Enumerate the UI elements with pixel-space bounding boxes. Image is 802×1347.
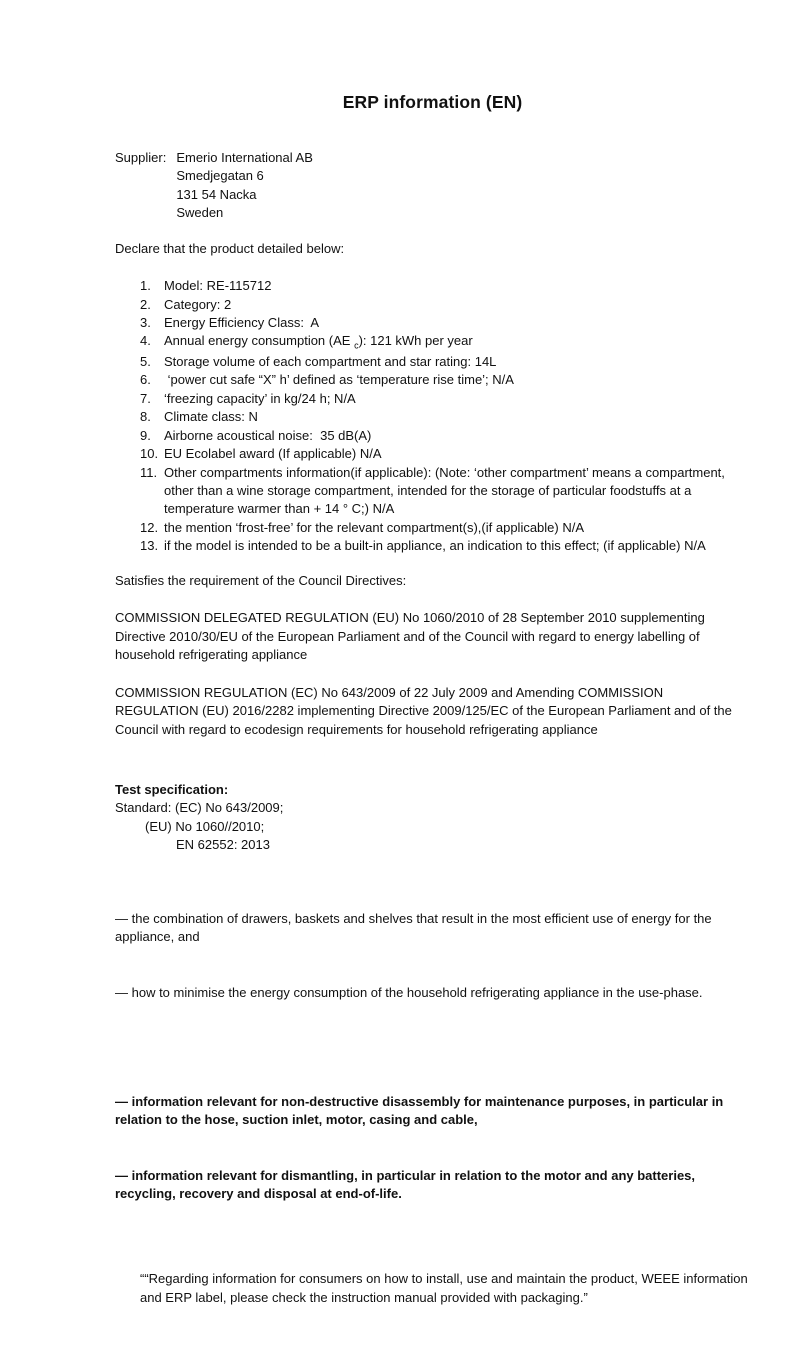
list-item-number: 5.: [140, 353, 151, 369]
list-item-text: Category: 2: [164, 296, 232, 312]
list-item-frost-free: [140, 519, 750, 537]
supplier-name: Emerio International AB: [176, 149, 313, 165]
list-item-climate-class: [140, 408, 750, 426]
list-item-ecolabel: [140, 445, 750, 463]
list-item-number: 12.: [140, 519, 159, 535]
standard-line-1: Standard: (EC) No 643/2009;: [115, 800, 284, 816]
list-item-energy-consumption: [140, 332, 750, 352]
list-item-efficiency-class: [140, 314, 750, 332]
list-item-text: ‘freezing capacity’ in kg/24 h; N/A: [164, 390, 356, 406]
energy-text-pre: Annual energy consumption (AE: [164, 333, 355, 349]
list-item-number: 9.: [140, 427, 151, 443]
note-minimise-consumption: — how to minimise the energy consumption of the household refrigerating appliance in the use-phase.: [115, 984, 703, 1000]
declaration-intro: Declare that the product detailed below:: [115, 240, 345, 256]
list-item-power-cut-safe: [140, 371, 750, 389]
list-item-storage-volume: [140, 353, 750, 371]
consumer-information-note: ““Regarding information for consumers on how to install, use and maintain the product, WEEE information and ERP label, please check the instruction manual provided with packaging.”: [140, 1271, 752, 1305]
list-item-number: 3.: [140, 315, 151, 331]
list-item-number: 6.: [140, 372, 151, 388]
supplier-block: [115, 149, 750, 223]
list-item-text: Energy Efficiency Class: A: [164, 315, 320, 331]
list-item-text: Storage volume of each compartment and star rating: 14L: [164, 353, 497, 369]
energy-text-post: ): 121 kWh per year: [358, 333, 473, 349]
list-item-text: ‘power cut safe “X” h’ defined as ‘temperature rise time’; N/A: [164, 372, 514, 388]
list-item-number: 4.: [140, 333, 151, 349]
list-item-number: 8.: [140, 409, 151, 425]
list-item-text: Climate class: N: [164, 409, 258, 425]
regulation-delegated-1060-2010: COMMISSION DELEGATED REGULATION (EU) No 1060/2010 of 28 September 2010 supplementing Directive 2010/30/EU of the European Parliament and of the Council with regard to energy labelling of household refrigerating appliance: [115, 610, 709, 663]
list-item-text: [164, 332, 750, 352]
test-specification-block: [115, 781, 750, 855]
supplier-street: Smedjegatan 6: [176, 168, 264, 184]
supplier-country: Sweden: [176, 205, 224, 221]
standard-line-2: (EU) No 1060//2010;: [145, 818, 265, 834]
supplier-label: Supplier:: [115, 149, 167, 165]
product-detail-list: [140, 277, 750, 556]
standard-line-3: EN 62552: 2013: [176, 837, 270, 853]
list-item-acoustical-noise: [140, 427, 750, 445]
list-item-number: 10.: [140, 446, 159, 462]
list-item-freezing-capacity: [140, 390, 750, 408]
list-item-number: 2.: [140, 296, 151, 312]
energy-efficiency-notes: [115, 873, 750, 1039]
supplier-postal-city: 131 54 Nacka: [176, 186, 257, 202]
list-item-text: Airborne acoustical noise: 35 dB(A): [164, 427, 372, 443]
list-item-text: EU Ecolabel award (If applicable) N/A: [164, 446, 382, 462]
test-specification-heading: Test specification:: [115, 781, 229, 797]
subscript-c: c: [354, 341, 359, 352]
list-item-category: [140, 296, 750, 314]
list-item-other-compartments: [140, 464, 750, 519]
list-item-number: 1.: [140, 278, 151, 294]
note-dismantling: — information relevant for dismantling, in particular in relation to the motor and any batteries, recycling, recovery and disposal at end-of-life.: [115, 1167, 699, 1202]
list-item-text: if the model is intended to be a built-in appliance, an indication to this effect; (if applicable) N/A: [164, 538, 706, 554]
disassembly-dismantling-notes: [115, 1056, 750, 1241]
satisfies-line: Satisfies the requirement of the Council Directives:: [115, 572, 407, 588]
list-item-model: [140, 277, 750, 295]
list-item-number: 7.: [140, 390, 151, 406]
list-item-text: Other compartments information(if applicable): (Note: ‘other compartment’ means a compartment, other than a wine storage compartment, intended for the storage of particular foodstuffs at a temperature warmer than + 14 ° C;) N/A: [164, 464, 729, 517]
note-disassembly: — information relevant for non-destructive disassembly for maintenance purposes, in particular in relation to the hose, suction inlet, motor, casing and cable,: [115, 1093, 727, 1128]
list-item-number: 11.: [140, 464, 158, 480]
regulation-ec-643-2009: COMMISSION REGULATION (EC) No 643/2009 of 22 July 2009 and Amending COMMISSION REGULATION (EU) 2016/2282 implementing Directive 2009/125/EC of the European Parliament and of the Council with regard to ecodesign requirements for household refrigerating appliance: [115, 684, 736, 737]
supplier-address: [176, 149, 313, 223]
list-item-text: Model: RE-115712: [164, 278, 272, 294]
list-item-text: the mention ‘frost-free’ for the relevant compartment(s),(if applicable) N/A: [164, 519, 585, 535]
document-title: ERP information (EN): [342, 92, 523, 112]
list-item-number: 13.: [140, 538, 159, 554]
list-item-built-in: [140, 537, 750, 555]
note-drawers-baskets: — the combination of drawers, baskets and shelves that result in the most efficient use of energy for the appliance, and: [115, 910, 716, 945]
